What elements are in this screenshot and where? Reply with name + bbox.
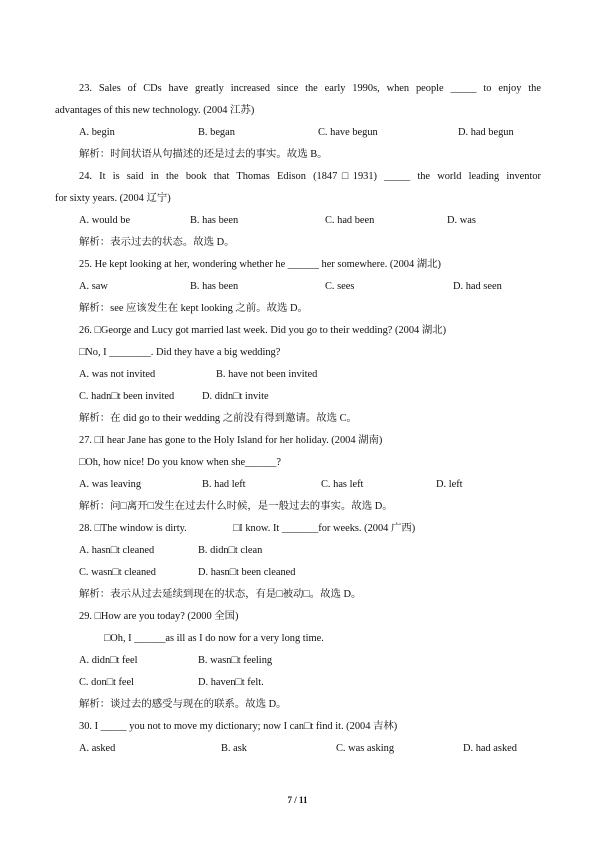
q27-line-1: 27. □I hear Jane has gone to the Holy Island for her holiday. (2004 湖南) (79, 435, 383, 446)
q25-option-b: B. has been (190, 281, 239, 292)
q25-line-1: 25. He kept looking at her, wondering whether he ______ her somewhere. (2004 湖北) (79, 259, 442, 270)
q23-line-1: 23. Sales of CDs have greatly increased since the early 1990s, when people _____ to enjoy the (79, 83, 541, 94)
q24-line-2: for sixty years. (2004 辽宁) (55, 193, 171, 204)
q26-analysis: 解析：在 did go to their wedding 之前没有得到邀请。故选 C。 (79, 413, 357, 424)
q23-option-c: C. have begun (318, 127, 378, 138)
q27-option-c: C. has left (321, 479, 364, 490)
q26-option-d: D. didn□t invite (202, 391, 269, 402)
q26-option-a: A. was not invited (79, 369, 156, 380)
q29-option-a: A. didn□t feel (79, 655, 138, 666)
q27-option-d: D. left (436, 479, 463, 490)
q24-line-1: 24. It is said in the book that Thomas Edison (1847□1931) _____ the world leading inventor (79, 171, 541, 182)
q29-option-b: B. wasn□t feeling (198, 655, 273, 666)
q26-option-c: C. hadn□t been invited (79, 391, 175, 402)
q24-analysis: 解析：表示过去的状态。故选 D。 (79, 237, 235, 248)
page-number: 7 / 11 (287, 795, 308, 805)
q24-option-a: A. would be (79, 215, 131, 226)
q26-line-2: □No, I ________. Did they have a big wedding? (79, 347, 281, 358)
q27-option-b: B. had left (202, 479, 246, 490)
q28-option-d: D. hasn□t been cleaned (198, 567, 296, 578)
q30-line-1: 30. I _____ you not to move my dictionary; now I can□t find it. (2004 吉林) (79, 721, 398, 732)
q29-option-d: D. haven□t felt. (198, 677, 264, 688)
q29-option-c: C. don□t feel (79, 677, 135, 688)
q29-analysis: 解析：谈过去的感受与现在的联系。故选 D。 (79, 699, 287, 710)
q30-option-c: C. was asking (336, 743, 395, 754)
q23-analysis: 解析：时间状语从句描述的还是过去的事实。故选 B。 (79, 149, 328, 160)
q29-line-1: 29. □How are you today? (2000 全国) (79, 611, 239, 622)
q23-line-2: advantages of this new technology. (2004 江苏) (55, 105, 255, 116)
q30-option-a: A. asked (79, 743, 116, 754)
q23-option-d: D. had begun (458, 127, 514, 138)
q27-analysis: 解析：问□离开□发生在过去什么时候，是一般过去的事实。故选 D。 (79, 501, 393, 512)
q28-line-2: □I know. It _______for weeks. (2004 广西) (233, 523, 416, 534)
q26-option-b: B. have not been invited (216, 369, 318, 380)
q28-analysis: 解析：表示从过去延续到现在的状态，有是□被动□。故选 D。 (79, 589, 362, 600)
q28-line-1: 28. □The window is dirty. (79, 523, 187, 534)
q28-option-c: C. wasn□t cleaned (79, 567, 156, 578)
q24-option-b: B. has been (190, 215, 239, 226)
q30-option-d: D. had asked (463, 743, 517, 754)
q25-option-d: D. had seen (453, 281, 502, 292)
q25-option-a: A. saw (79, 281, 108, 292)
q28-option-a: A. hasn□t cleaned (79, 545, 155, 556)
q29-line-2: □Oh, I ______as ill as I do now for a very long time. (104, 633, 324, 644)
q30-option-b: B. ask (221, 743, 247, 754)
q25-option-c: C. sees (325, 281, 355, 292)
q27-option-a: A. was leaving (79, 479, 142, 490)
q25-analysis: 解析：see 应该发生在 kept looking 之前。故选 D。 (79, 303, 308, 314)
q23-option-a: A. begin (79, 127, 115, 138)
q24-option-c: C. had been (325, 215, 375, 226)
q24-option-d: D. was (447, 215, 476, 226)
q26-line-1: 26. □George and Lucy got married last week. Did you go to their wedding? (2004 湖北) (79, 325, 447, 336)
q23-option-b: B. began (198, 127, 235, 138)
q27-line-2: □Oh, how nice! Do you know when she______? (79, 457, 281, 468)
q28-option-b: B. didn□t clean (198, 545, 263, 556)
